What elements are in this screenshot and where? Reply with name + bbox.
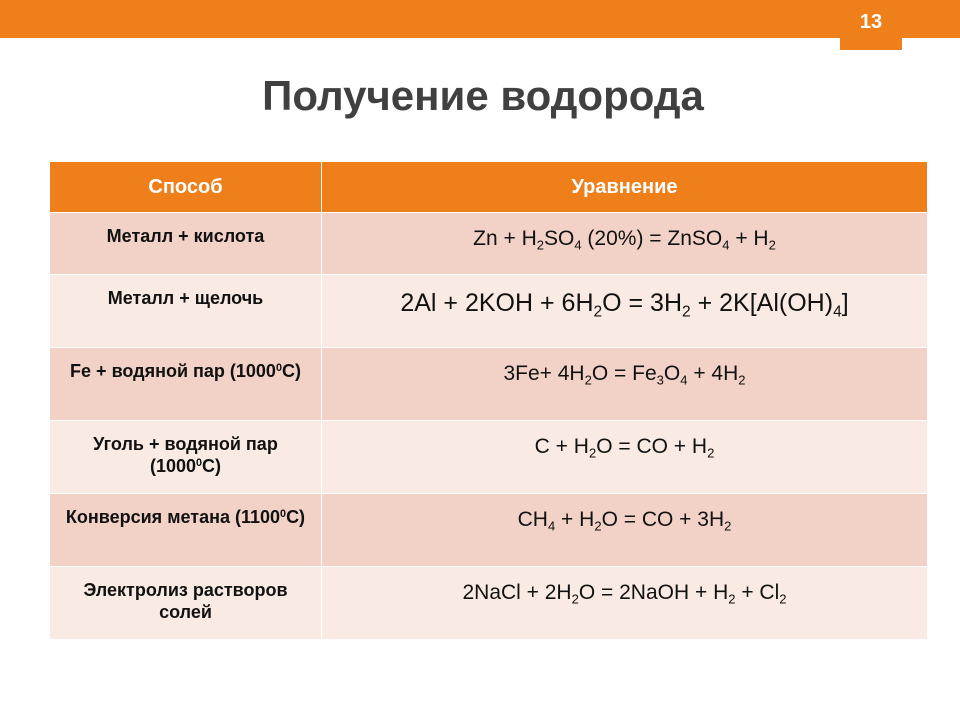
equation-cell: 2NaCl + $2H_2O$ = 2NaOH + $H_2 + Cl_2$ xyxy=(322,567,928,640)
equation-cell: $Zn + H_2SO_4$ (20%) = ZnSO$_4$ + $H_2$ xyxy=(322,213,928,275)
method-cell: Уголь + водяной пар (1000$^0$C) xyxy=(50,421,322,494)
equation-cell: $3Fe+ 4H_2O = Fe_3O_4 + 4H_2$ xyxy=(322,348,928,421)
equation-cell: $C + H_2O$ = CO + $H_2$ xyxy=(322,421,928,494)
page-number-badge xyxy=(840,0,902,50)
header-method: Способ xyxy=(50,162,322,213)
method-cell: Конверсия метана (1100$^0$C) xyxy=(50,494,322,567)
slide-title: Получение водорода xyxy=(262,72,704,119)
top-accent-bar xyxy=(0,0,960,38)
table-header-row xyxy=(50,162,928,213)
header-equation: Уравнение xyxy=(322,162,928,213)
method-cell: Металл + кислота xyxy=(50,213,322,275)
table-row xyxy=(50,213,928,275)
method-cell: Электролиз растворов солей xyxy=(50,567,322,640)
hydrogen-methods-table xyxy=(49,161,928,640)
method-cell: Fe + водяной пар (1000$^0$C) xyxy=(50,348,322,421)
table-row xyxy=(50,567,928,640)
table-row xyxy=(50,348,928,421)
table-row xyxy=(50,421,928,494)
method-cell: Металл + щелочь xyxy=(50,275,322,348)
equation-cell: $CH_4 + H_2O$ = CO + $3H_2$ xyxy=(322,494,928,567)
table-row xyxy=(50,275,928,348)
page-number: 13 xyxy=(859,11,883,33)
equation-cell: $2Al + 2KOH + 6H_2O = 3H_2 + 2K[Al(OH)_4]$ xyxy=(322,275,928,348)
table-row xyxy=(50,494,928,567)
